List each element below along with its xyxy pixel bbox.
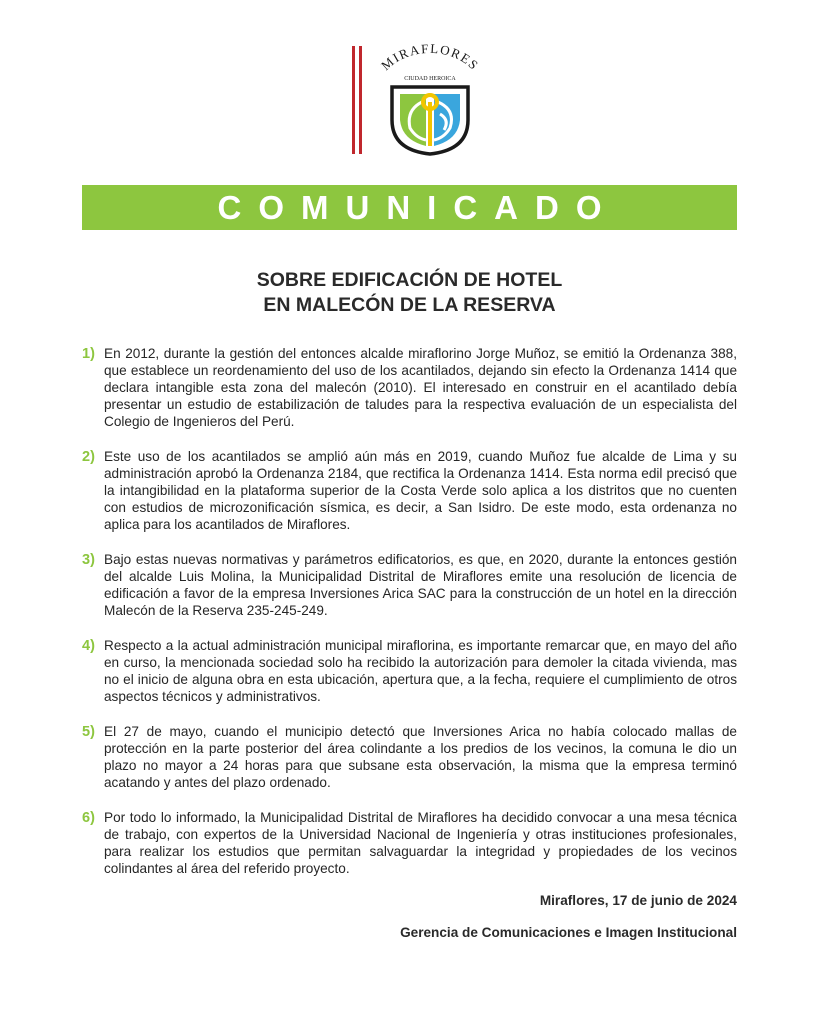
item-text: Este uso de los acantilados se amplió aún más en 2019, cuando Muñoz fue alcalde de Lima y su administración aprobó la Ordenanza 2184, que rectifica la Ordenanza 1414. Esta norma edil precisó que la intangibilidad en la plataforma superior de la Costa Verde solo aplica a los distritos que no cuenten con estudios de microzonificación sísmica, es decir, a San Isidro. De este modo, esta ordenanza no aplica para los acantilados de Miraflores.	[104, 449, 737, 532]
item-number: 1)	[82, 346, 95, 362]
item-text: Bajo estas nuevas normativas y parámetros edificatorios, es que, en 2020, durante la entonces gestión del alcalde Luis Molina, la Municipalidad Distrital de Miraflores emite una resolución de licencia de edificación a favor de la empresa Inversiones Arica SAC para la construcción de un hotel en la dirección Malecón de la Reserva 235-245-249.	[104, 552, 737, 618]
miraflores-shield-icon	[370, 40, 490, 158]
statement-list	[82, 345, 737, 895]
miraflores-logo	[340, 40, 490, 158]
item-text: Respecto a la actual administración municipal miraflorina, es importante remarcar que, en mayo del año en curso, la mencionada sociedad solo ha recibido la autorización para demoler la citada vivienda, mas no el inicio de alguna obra en esta ubicación, apertura que, a la fecha, requiere el cumplimiento de otros aspectos técnicos y administrativos.	[104, 638, 737, 704]
item-number: 3)	[82, 552, 95, 568]
logo-name-text: MIRAFLORES	[378, 40, 483, 74]
statement-item	[82, 637, 737, 705]
item-text: En 2012, durante la gestión del entonces alcalde miraflorino Jorge Muñoz, se emitió la Ordenanza 388, que establece un reordenamiento del uso de los acantilados, dejando sin efecto la Ordenanza 1414 que declara intangible esta zona del malecón (2010). El interesado en construir en el acantilado debía presentar un estudio de estabilización de taludes para la respectiva evaluación de un especialista del Colegio de Ingenieros del Perú.	[104, 346, 737, 429]
statement-item	[82, 551, 737, 619]
statement-item	[82, 448, 737, 533]
statement-item	[82, 809, 737, 877]
title-line-1: SOBRE EDIFICACIÓN DE HOTEL	[256, 269, 563, 291]
title-line-2: EN MALECÓN DE LA RESERVA	[263, 294, 556, 316]
logo-motto-text: CIUDAD HEROICA	[404, 76, 456, 82]
item-text: El 27 de mayo, cuando el municipio detectó que Inversiones Arica no había colocado mallas de protección en la parte posterior del área colindante a los predios de los vecinos, la comuna le dio un plazo no mayor a 24 horas para que subsane esta observación, la misma que la empresa terminó acatando y antes del plazo ordenado.	[104, 724, 737, 790]
issuer-signature: Gerencia de Comunicaciones e Imagen Institucional	[400, 925, 737, 940]
statement-item	[82, 723, 737, 791]
document-title	[82, 268, 737, 318]
statement-item	[82, 345, 737, 430]
banner-text: COMUNICADO	[217, 188, 619, 226]
comunicado-banner	[82, 185, 737, 230]
document-date: Miraflores, 17 de junio de 2024	[539, 893, 737, 908]
item-number: 4)	[82, 638, 95, 654]
item-text: Por todo lo informado, la Municipalidad Distrital de Miraflores ha decidido convocar a una mesa técnica de trabajo, con expertos de la Universidad Nacional de Ingeniería y otras instituciones profesionales, para realizar los estudios que permitan salvaguardar la integridad y propiedades de los vecinos colindantes al área del referido proyecto.	[104, 810, 737, 876]
svg-text:MIRAFLORES	[378, 41, 482, 73]
item-number: 6)	[82, 810, 95, 826]
item-number: 5)	[82, 724, 95, 740]
item-number: 2)	[82, 449, 95, 465]
